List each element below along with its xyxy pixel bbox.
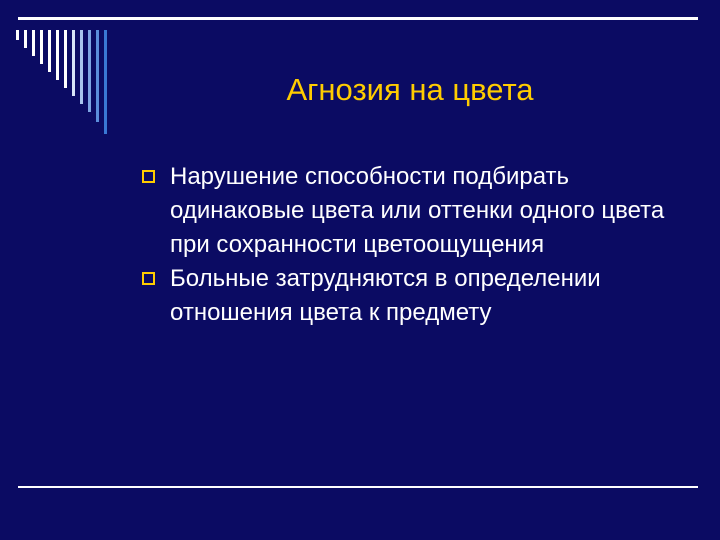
bullet-text: Больные затрудняются в определении отношения цвета к предмету <box>170 265 601 326</box>
decor-bar <box>40 30 43 64</box>
decor-bar <box>104 30 107 134</box>
decor-bar <box>32 30 35 56</box>
decor-bar <box>56 30 59 80</box>
decor-bar <box>64 30 67 88</box>
decor-bar <box>16 30 19 40</box>
bullet-item <box>142 262 702 330</box>
square-bullet-icon <box>142 170 155 183</box>
top-rule-line <box>18 17 698 20</box>
decor-bar <box>72 30 75 96</box>
decor-bar <box>80 30 83 104</box>
decor-bar <box>24 30 27 48</box>
bullet-item <box>142 160 702 262</box>
bottom-rule-line <box>18 486 698 488</box>
decor-bar <box>96 30 99 122</box>
vertical-bars-decoration <box>16 22 126 152</box>
decor-bar <box>48 30 51 72</box>
bullet-list <box>142 160 702 330</box>
bullet-text: Нарушение способности подбирать одинаковые цвета или оттенки одного цвета при сохранности цветоощущения <box>170 163 665 258</box>
square-bullet-icon <box>142 272 155 285</box>
slide-title: Агнозия на цвета <box>286 72 534 107</box>
decor-bar <box>88 30 91 112</box>
